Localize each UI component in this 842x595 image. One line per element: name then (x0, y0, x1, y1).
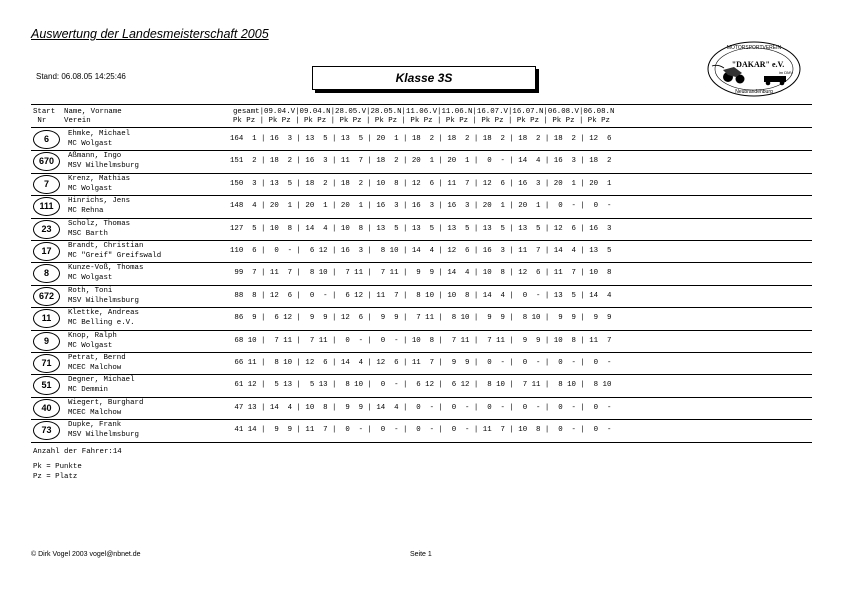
driver-name: Brandt, Christian (68, 242, 144, 250)
table-row (31, 173, 812, 196)
driver-name: Scholz, Thomas (68, 219, 131, 228)
start-number-badge: 73 (33, 421, 60, 440)
header-left-2: Nr Verein (33, 117, 91, 125)
svg-text:MOTORSPORTVEREIN: MOTORSPORTVEREIN (726, 45, 782, 51)
result-values: 86 9 | 6 12 | 9 9 | 12 6 | 9 9 | 7 11 | 8 10 | 9 9 | 8 10 | 9 9 | 9 9 (230, 314, 612, 323)
start-number-badge: 672 (33, 287, 60, 306)
table-row (31, 374, 812, 397)
table-row (31, 285, 812, 308)
footer-copyright: © Dirk Vogel 2003 vogel@nbnet.de (31, 551, 141, 558)
result-values: 66 11 | 8 10 | 12 6 | 14 4 | 12 6 | 11 7 | 9 9 | 0 - | 0 - | 0 - | 0 - (230, 359, 612, 367)
table-row (31, 352, 812, 375)
table-row (31, 419, 812, 442)
result-values: 164 1 | 16 3 | 13 5 | 13 5 | 20 1 | 18 2 | 18 2 | 18 2 | 18 2 | 18 2 | 12 6 (230, 135, 612, 143)
start-number-badge: 9 (33, 332, 60, 351)
club-name: MC Wolgast (68, 341, 113, 350)
footer-page-number: Seite 1 (410, 551, 432, 558)
result-values: 127 5 | 10 8 | 14 4 | 10 8 | 13 5 | 13 5 | 13 5 | 13 5 | 13 5 | 12 6 | 16 3 (230, 224, 612, 233)
result-values: 110 6 | 0 - | 6 12 | 16 3 | 8 10 | 14 4 | 12 6 | 16 3 | 11 7 | 14 4 | 13 5 (230, 247, 612, 255)
table-row (31, 330, 812, 353)
driver-name: Aßmann, Ingo (68, 152, 122, 161)
start-number-badge: 6 (33, 130, 60, 149)
club-name: MC Rehna (68, 207, 104, 216)
result-values: 47 13 | 14 4 | 10 8 | 9 9 | 14 4 | 0 - | 0 - | 0 - | 0 - | 0 - | 0 - (230, 403, 612, 412)
klasse-box: Klasse 3S (312, 66, 536, 90)
club-name: MC Demmin (68, 386, 108, 395)
header-events: gesamt|09.04.V|09.04.N|28.05.V|28.05.N|11.06.V|11.06.N|16.07.V|16.07.N|06.08.V|06.08.N (233, 108, 615, 116)
driver-name: Knop, Ralph (68, 331, 117, 340)
club-name: MSV Wilhelmsburg (68, 162, 139, 171)
driver-name: Degner, Michael (68, 376, 135, 385)
header-left-1: Start Name, Vorname (33, 108, 122, 116)
start-number-badge: 71 (33, 354, 60, 373)
result-values: 148 4 | 20 1 | 20 1 | 20 1 | 16 3 | 16 3 | 16 3 | 20 1 | 20 1 | 0 - | 0 - (230, 202, 612, 211)
club-name: MC Wolgast (68, 184, 113, 193)
driver-name: Kunze-Voß, Thomas (68, 264, 144, 273)
driver-name: Klettke, Andreas (68, 309, 139, 318)
club-name: MCEC Malchow (68, 408, 122, 417)
result-values: 88 8 | 12 6 | 0 - | 6 12 | 11 7 | 8 10 | 10 8 | 14 4 | 0 - | 13 5 | 14 4 (230, 291, 612, 300)
start-number-badge: 23 (33, 220, 60, 239)
driver-name: Petrat, Bernd (68, 354, 126, 362)
table-row (31, 262, 812, 285)
driver-name: Roth, Toni (68, 286, 113, 295)
start-number-badge: 8 (33, 264, 60, 283)
driver-name: Krenz, Mathias (68, 174, 131, 183)
result-values: 61 12 | 5 13 | 5 13 | 8 10 | 0 - | 6 12 | 6 12 | 8 10 | 7 11 | 8 10 | 8 10 (230, 381, 612, 390)
legend-pk: Pk = Punkte (33, 463, 82, 471)
driver-name: Hinrichs, Jens (68, 197, 131, 206)
club-name: MCEC Malchow (68, 364, 122, 372)
car-icon (764, 76, 786, 85)
table-row (31, 240, 812, 263)
start-number-badge: 17 (33, 242, 60, 261)
result-values: 151 2 | 18 2 | 16 3 | 11 7 | 18 2 | 20 1 | 20 1 | 0 - | 14 4 | 16 3 | 18 2 (230, 157, 612, 166)
club-name: MSV Wilhelmsburg (68, 296, 139, 305)
club-name: MC Wolgast (68, 140, 113, 148)
club-name: MSC Barth (68, 229, 108, 238)
driver-name: Ehmke, Michael (68, 130, 131, 138)
driver-name: Dupke, Frank (68, 421, 122, 430)
start-number-badge: 51 (33, 376, 60, 395)
table-row (31, 307, 812, 330)
table-row (31, 128, 812, 151)
result-values: 150 3 | 13 5 | 18 2 | 18 2 | 10 8 | 12 6 | 11 7 | 12 6 | 16 3 | 20 1 | 20 1 (230, 179, 612, 188)
table-top-rule (31, 104, 812, 105)
start-number-badge: 40 (33, 399, 60, 418)
table-row (31, 150, 812, 173)
club-logo (706, 40, 802, 98)
svg-text:"DAKAR" e.V.: "DAKAR" e.V. (731, 60, 785, 69)
legend-pz: Pz = Platz (33, 473, 78, 481)
start-number-badge: 111 (33, 197, 60, 216)
table-row (31, 397, 812, 420)
table-row (31, 218, 812, 241)
result-values: 68 10 | 7 11 | 7 11 | 0 - | 0 - | 10 8 | 7 11 | 7 11 | 9 9 | 10 8 | 11 7 (230, 336, 612, 345)
table-row (31, 195, 812, 218)
header-pk-pz: Pk Pz | Pk Pz | Pk Pz | Pk Pz | Pk Pz | Pk Pz | Pk Pz | Pk Pz | Pk Pz | Pk Pz | Pk Pz (233, 117, 610, 125)
start-number-badge: 670 (33, 152, 60, 171)
club-name: MC Wolgast (68, 274, 113, 283)
start-number-badge: 11 (33, 309, 60, 328)
stand-timestamp: Stand: 06.08.05 14:25:46 (36, 72, 126, 81)
driver-count: Anzahl der Fahrer:14 (33, 448, 122, 456)
club-name: MC "Greif" Greifswald (68, 252, 162, 260)
result-values: 41 14 | 9 9 | 11 7 | 0 - | 0 - | 0 - | 0 - | 11 7 | 10 8 | 0 - | 0 - (230, 426, 612, 435)
start-number-badge: 7 (33, 175, 60, 194)
result-values: 99 7 | 11 7 | 8 10 | 7 11 | 7 11 | 9 9 | 14 4 | 10 8 | 12 6 | 11 7 | 10 8 (230, 269, 612, 278)
svg-text:Neubrandenburg: Neubrandenburg (735, 89, 773, 95)
svg-text:im DMV: im DMV (778, 70, 794, 75)
club-name: MSV Wilhelmsburg (68, 431, 139, 440)
club-name: MC Belling e.V. (68, 319, 135, 328)
page-title: Auswertung der Landesmeisterschaft 2005 (31, 27, 269, 41)
driver-name: Wiegert, Burghard (68, 398, 144, 407)
